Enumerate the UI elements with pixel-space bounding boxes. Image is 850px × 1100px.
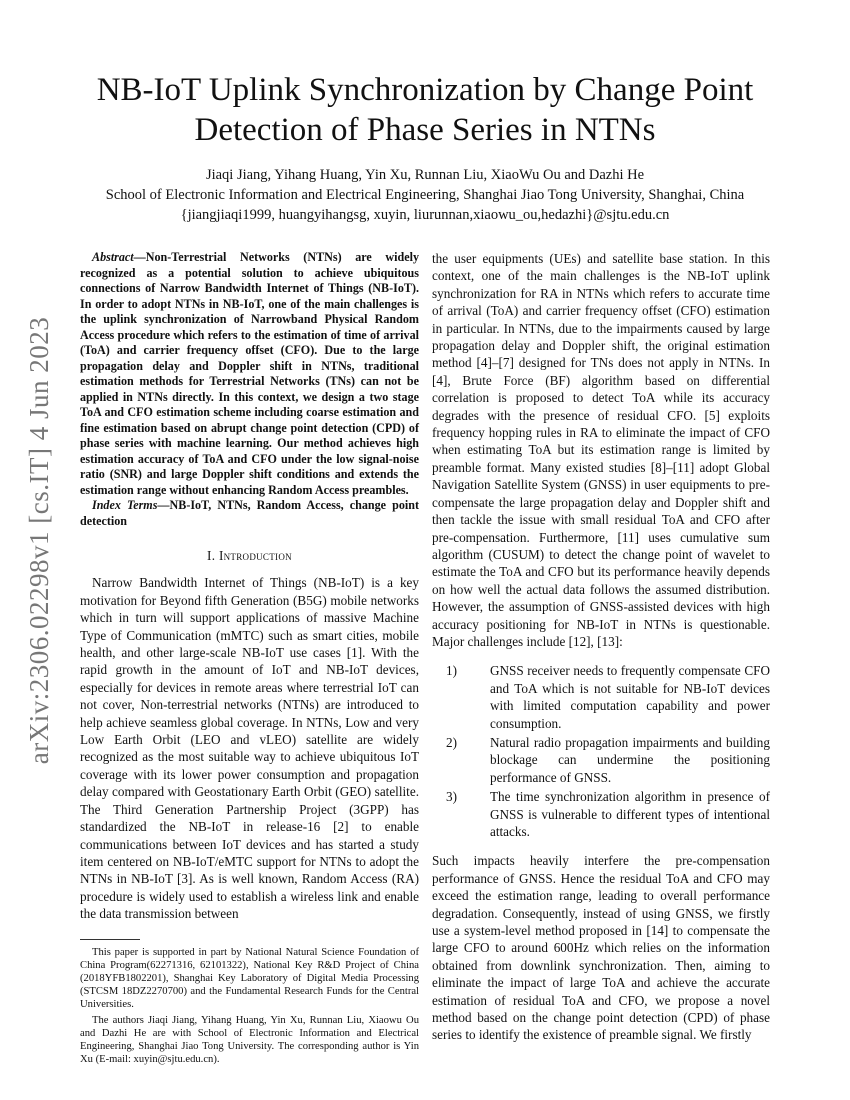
list-item-text: Natural radio propagation impairments and building blockage can undermine the positioning performance of GNSS. [490,734,770,785]
paper-title: NB-IoT Uplink Synchronization by Change Point Detection of Phase Series in NTNs [96,72,754,148]
right-paragraph-1: the user equipments (UEs) and satellite base station. In this context, one of the main challenges is the NB-IoT uplink synchronization for RA in NTNs which refers to accurate time of arrival (ToA) and carrier frequency offset (CFO) estimation in particular. In NTNs, due to the impairments caused by large propagation delay and Doppler shift, the original estimation method [4]–[7] designed for TNs does not apply in NTNs. In [4], Brute Force (BF) algorithm based on differential correlation is proposed to detect ToA while its accuracy degrades with the presence of residual CFO. [5] exploits frequency hopping rules in RA to eliminate the impact of CFO when estimating ToA but its estimation range is limited by preamble format. Many existed studies [8]–[11] adopt Global Navigation Satellite System (GNSS) in user equipments to pre-compensate the large propagation delay and Doppler shift and then tackle the issue with small residual ToA and CFO after pre-compensation. Furthermore, [11] uses cumulative sum algorithm (CUSUM) to detect the change point of wavelet to estimate the ToA and CFO but its performance heavily depends on how well the actual data follows the assumed distribution. However, the assumption of GNSS-assisted devices with high accuracy positioning for NB-IoT in NTNs is questionable. Major challenges include [12], [13]: [432,251,770,649]
author-block [60,165,790,225]
arxiv-identifier-text: arXiv:2306.02298v1 [cs.IT] 4 Jun 2023 [24,316,55,764]
author-names: Jiaqi Jiang, Yihang Huang, Yin Xu, Runnan Liu, XiaoWu Ou and Dazhi He [205,167,645,183]
affiliation-footnote: The authors Jiaqi Jiang, Yihang Huang, Yin Xu, Runnan Liu, Xiaowu Ou and Dazhi He are with School of Electronic Information and Electrical Engineering, Shanghai Jiao Tong University. The corresponding author is Yin Xu (E-mail: xuyin@sjtu.edu.cn). [80,1014,419,1065]
list-item-number: 2) [446,734,457,750]
intro-paragraph: Narrow Bandwidth Internet of Things (NB-IoT) is a key motivation for Beyond fifth Generation (B5G) mobile networks which in turn will support applications of massive Machine Type of Communication (mMTC) such as smart cities, mobile health, and other large-scale NB-IoT use cases [1]. With the rapid growth in the amount of IoT and NB-IoT devices, especially for devices in remote areas where terrestrial IoT can not cover, Non-terrestrial networks (NTNs) are introduced to help achieve seamless global coverage. In NTNs, Low and very Low Earth Orbit (LEO and vLEO) satellite are widely recognized as the most suitable way to achieve ubiquitous IoT coverage with its lower power consumption and propagation delay compared with Geostationary Earth Orbit (GEO) satellite. The Third Generation Partnership Project (3GPP) has standardized the NB-IoT in release-16 [2] to enable communications between IoT devices and has started a study item centered on NB-IoT/eMTC support for NTNs to adopt the NTNs in NB-IoT [3]. As is well known, Random Access (RA) procedure is widely used to establish a wireless link and enable the data transmission between [80,575,419,922]
list-item [432,662,770,732]
list-item-number: 1) [446,663,457,679]
abstract [80,250,419,498]
funding-footnote: This paper is supported in part by National Natural Science Foundation of China Program(62271316, 62101322), National Key R&D Project of China (2018YFB1802201), Shanghai Key Laboratory of Digital Media Processing (STCSM 18DZ2270700) and the Fundamental Research Funds for the Central Universities. [80,946,419,1010]
list-item-text: The time synchronization algorithm in presence of GNSS is vulnerable to different types of intentional attacks. [490,789,770,839]
section-heading [80,547,419,564]
index-terms [80,498,419,529]
list-item [432,734,770,786]
footnote-divider [80,939,140,940]
list-item [432,788,770,840]
index-terms-label: Index Terms [92,498,158,512]
section-title: Introduction [218,548,292,563]
list-item-number: 3) [446,789,457,805]
left-column [80,250,419,1066]
index-terms-text: —NB-IoT, NTNs, Random Access, change point detection [80,498,419,528]
right-column [432,250,770,1044]
arxiv-identifier-stamp [18,300,62,780]
author-emails: {jiangjiaqi1999, huangyihangsg, xuyin, liurunnan,xiaowu_ou,hedazhi}@sjtu.edu.cn [180,207,670,223]
right-paragraph-2: Such impacts heavily interfere the pre-compensation performance of GNSS. Hence the residual ToA and CFO may exceed the estimation range, leading to overall performance degradation. Consequently, instead of using GNSS, we firstly use a system-level method proposed in [14] to compensate the large CFO to around 600Hz which relies on the information obtained from downlink synchronization. Then, aiming to eliminate the impact of large ToA and achieve the accurate estimation of residual ToA and CFO, we propose a novel method based on the change point detection (CPD) of phase series to identify the existence of preamble signal. We firstly [432,853,770,1043]
abstract-text: —Non-Terrestrial Networks (NTNs) are widely recognized as a potential solution to achieve ubiquitous connections of Narrow Bandwidth Internet of Things (NB-IoT). In order to adopt NTNs in NB-IoT, one of the main challenges is the uplink synchronization of Narrowband Physical Random Access procedure which refers to the estimation of time of arrival (ToA) and carrier frequency offset (CFO). Due to the large propagation delay and Doppler shift in NTNs, traditional estimation methods for Terrestrial Networks (TNs) can not be applied in NTNs directly. In this context, we design a two stage ToA and CFO estimation scheme including coarse estimation and fine estimation based on abrupt change point detection (CPD) of phase series with machine learning. Our method achieves high estimation accuracy of ToA and CFO under the low signal-noise ratio (SNR) and large Doppler shift conditions and extends the estimation range without enhancing Random Access preambles. [80,250,419,497]
abstract-label: Abstract [92,250,134,264]
list-item-text: GNSS receiver needs to frequently compensate CFO and ToA which is not suitable for NB-IoT devices with limited computation capability and power consumption. [490,663,770,731]
author-affiliation: School of Electronic Information and Electrical Engineering, Shanghai Jiao Tong University, Shanghai, China [105,187,745,203]
section-number: I. [207,548,219,563]
challenge-list [432,662,770,840]
